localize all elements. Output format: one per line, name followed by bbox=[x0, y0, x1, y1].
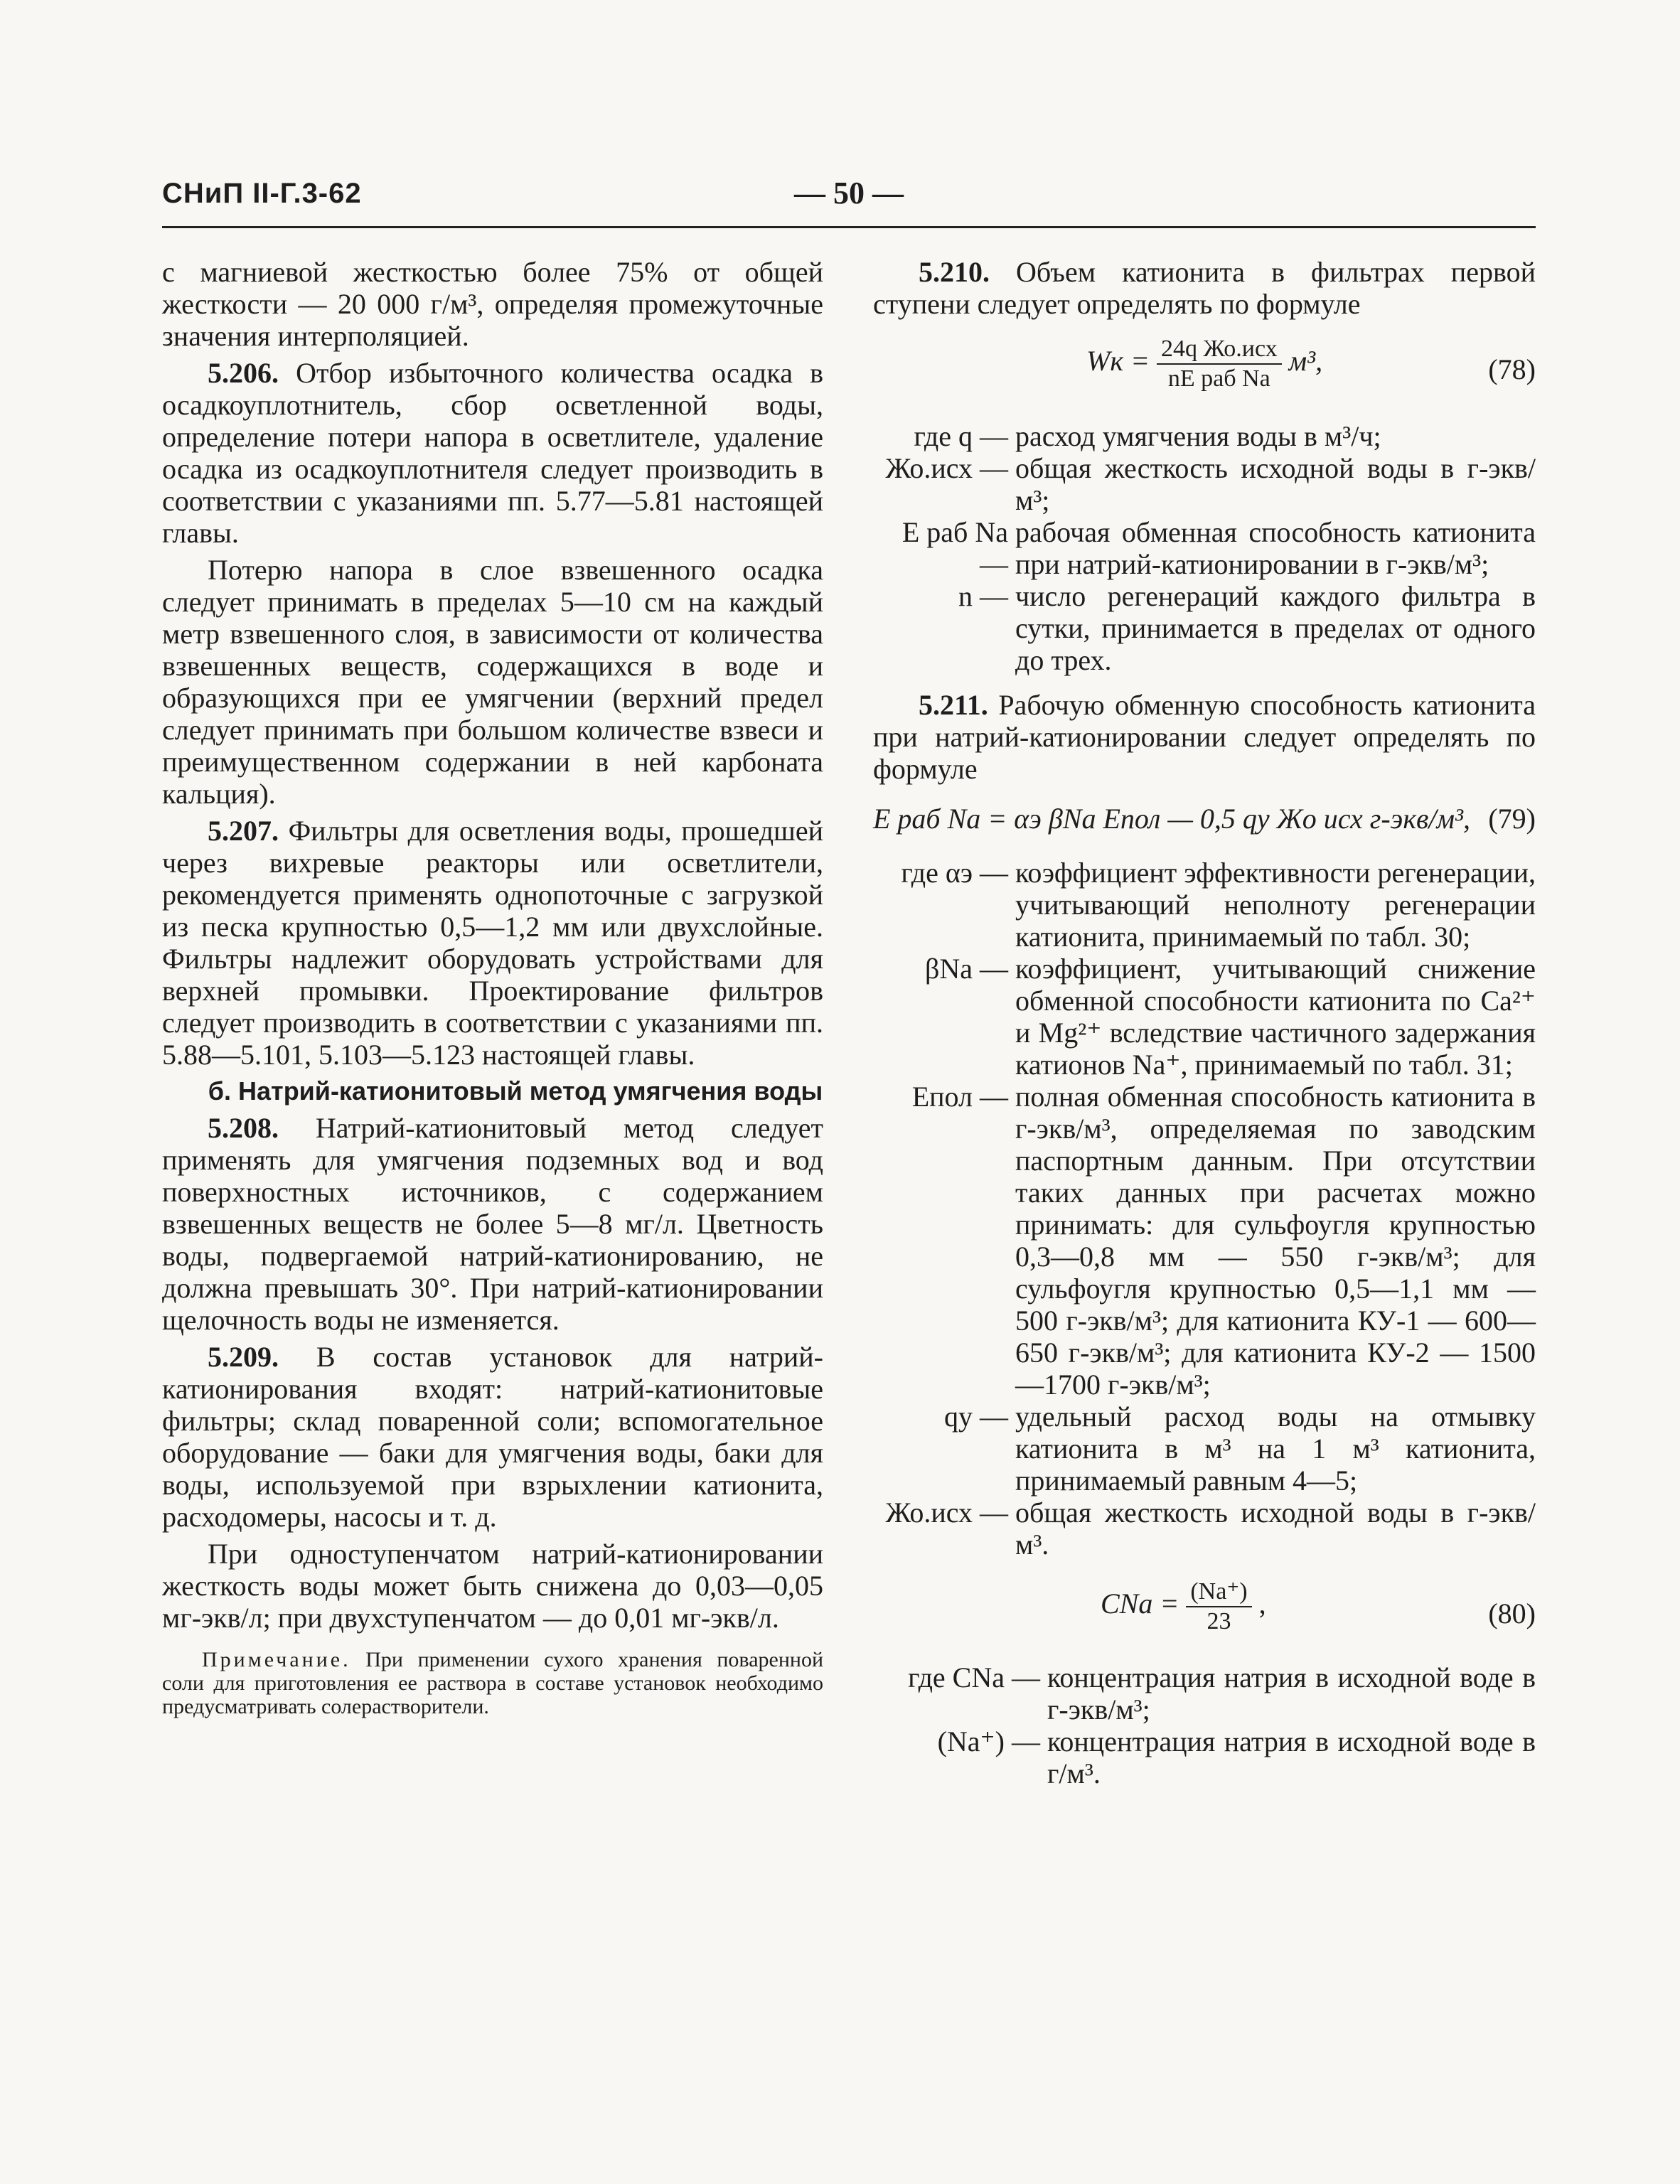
formula-body: E раб Na = αэ βNa Eпол — 0,5 qу Жо исх г-экв/м³, bbox=[873, 803, 1471, 835]
formula-unit: м³, bbox=[1288, 345, 1323, 378]
paragraph-text: В состав установок для натрий-катионирования входят: натрий-катионитовые фильтры; склад поваренной соли; вспомогательное оборудование — баки для умягчения воды, баки для воды, используемой при взрыхлении катионита, расходомеры, насосы и т. д. bbox=[162, 1341, 823, 1533]
subsection-heading: б. Натрий-катионитовый метод умягчения воды bbox=[208, 1076, 823, 1106]
formula-78 bbox=[873, 325, 1536, 410]
paragraph-5-210 bbox=[873, 256, 1536, 320]
definition: число регенераций каждого фильтра в сутки, принимается в пределах от одного до трех. bbox=[1015, 580, 1536, 676]
section-number: 5.207. bbox=[208, 815, 279, 847]
definition: общая жесткость исходной воды в г-экв/м³. bbox=[1015, 1497, 1536, 1561]
paragraph-text: Фильтры для осветления воды, прошедшей через вихревые реакторы или осветлители, рекомендуется применять однопоточные с загрузкой из песка крупностью 0,5—1,2 мм или двухслойные. Фильтры надлежит оборудовать устройствами для верхней промывки. Проектирование фильтров следует производить в соответствии с указаниями пп. 5.88—5.101, 5.103—5.123 настоящей главы. bbox=[162, 815, 824, 1071]
paragraph-5-208 bbox=[162, 1112, 823, 1336]
definition: расход умягчения воды в м³/ч; bbox=[1015, 420, 1381, 452]
paragraph-text: Отбор избыточного количества осадка в осадкоуплотнитель, сбор осветленной воды, определение потери напора в осветлителе, удаление осадка из осадкоуплотнителя следует производить в соответствии с указаниями пп. 5.77—5.81 настоящей главы. bbox=[162, 357, 824, 549]
page-header bbox=[162, 171, 1536, 228]
paragraph-5-211 bbox=[873, 689, 1536, 785]
symbol: где CNa — bbox=[908, 1661, 1040, 1693]
right-column bbox=[873, 256, 1536, 1802]
formula-80-definitions bbox=[873, 1661, 1536, 1789]
definition: общая жесткость исходной воды в г-экв/м³; bbox=[1015, 452, 1536, 516]
section-number: 5.209. bbox=[208, 1341, 279, 1373]
left-column bbox=[162, 256, 823, 1723]
paragraph: Потерю напора в слое взвешенного осадка следует принимать в пределах 5—10 см на каждый метр взвешенного слоя, в зависимости от количества взвешенных веществ, содержащихся в воде и образующихся при ее умягчении (верхний предел следует принимать при большом количестве взвеси и преимущественном содержании в ней карбоната кальция). bbox=[162, 554, 823, 810]
definition: коэффициент эффективности регенерации, учитывающий неполноту регенерации катионита, принимаемый по табл. 30; bbox=[1015, 857, 1536, 953]
symbol: βNa — bbox=[925, 953, 1008, 985]
symbol: qу — bbox=[944, 1401, 1008, 1433]
fraction bbox=[1157, 335, 1282, 393]
denominator: nE раб Na bbox=[1167, 365, 1270, 392]
definition: рабочая обменная способность катионита при натрий-катионировании в г-экв/м³; bbox=[1015, 516, 1536, 580]
definition: коэффициент, учитывающий снижение обменной способности катионита по Ca²⁺ и Mg²⁺ вследствие частичного задержания катионов Na⁺, принимаемый по табл. 31; bbox=[1015, 953, 1536, 1081]
section-number: 5.211. bbox=[919, 689, 988, 721]
formula-79 bbox=[873, 790, 1536, 847]
note-text: При применении сухого хранения поваренной соли для приготовления ее раствора в составе установок необходимо предусматривать солерастворители. bbox=[162, 1648, 823, 1718]
section-number: 5.208. bbox=[208, 1112, 279, 1144]
definition: концентрация натрия в исходной воде в г-экв/м³; bbox=[1047, 1661, 1536, 1725]
note-label: Примечание. bbox=[202, 1648, 351, 1671]
formula-tail: , bbox=[1258, 1588, 1266, 1620]
fraction bbox=[1186, 1578, 1251, 1636]
formula-79-definitions bbox=[873, 857, 1536, 1561]
paragraph-text: Объем катионита в фильтрах первой ступени следует определять по формуле bbox=[873, 256, 1536, 320]
section-number: 5.206. bbox=[208, 357, 279, 389]
symbol: n — bbox=[958, 580, 1008, 612]
symbol: E раб Na — bbox=[901, 516, 1008, 580]
paragraph: При одноступенчатом натрий-катионировании жесткость воды может быть снижена до 0,03—0,05 мг-экв/л; при двухступенчатом — до 0,01 мг-экв/л. bbox=[162, 1538, 823, 1634]
section-number: 5.210. bbox=[919, 256, 990, 288]
numerator: (Na⁺) bbox=[1186, 1578, 1251, 1607]
symbol: (Na⁺) — bbox=[937, 1725, 1040, 1757]
formula-number: (80) bbox=[1488, 1597, 1536, 1629]
paragraph-text: Натрий-катионитовый метод следует применять для умягчения подземных вод и вод поверхностных источников, с содержанием взвешенных веществ не более 5—8 мг/л. Цветность воды, подвергаемой натрий-катионированию, не должна превышать 30°. При натрий-катионировании щелочность воды не изменяется. bbox=[162, 1112, 824, 1336]
formula-lhs: CNa = bbox=[1101, 1588, 1179, 1620]
symbol: где q — bbox=[914, 420, 1008, 452]
paragraph-5-207 bbox=[162, 815, 823, 1071]
formula-number: (79) bbox=[1488, 803, 1536, 835]
symbol: Жо.исх — bbox=[885, 1497, 1008, 1529]
symbol: где αэ — bbox=[901, 857, 1008, 889]
paragraph-text: Рабочую обменную способность катионита при натрий-катионировании следует определять по формуле bbox=[873, 689, 1536, 785]
definition: полная обменная способность катионита в г-экв/м³, определяемая по заводским паспортным данным. При отсутствии таких данных при расчетах можно принимать: для сульфоугля крупностью 0,3—0,8 мм — 550 г-экв/м³; для сульфоугля крупностью 0,5—1,1 мм — 500 г-экв/м³; для катионита КУ-1 — 600—650 г-экв/м³; для катионита КУ-2 — 1500—1700 г-экв/м³; bbox=[1015, 1081, 1536, 1401]
definition: концентрация натрия в исходной воде в г/м³. bbox=[1047, 1725, 1536, 1789]
formula-78-definitions bbox=[873, 420, 1536, 676]
formula-lhs: Wк = bbox=[1086, 345, 1150, 378]
document-code: СНиП II-Г.3-62 bbox=[162, 178, 362, 209]
page-number: — 50 — bbox=[794, 176, 904, 210]
denominator: 23 bbox=[1207, 1608, 1231, 1634]
definition: удельный расход воды на отмывку катионита в м³ на 1 м³ катионита, принимаемый равным 4—5; bbox=[1015, 1401, 1536, 1497]
paragraph-5-206 bbox=[162, 357, 823, 549]
paragraph-5-209 bbox=[162, 1341, 823, 1533]
numerator: 24q Жо.исх bbox=[1157, 335, 1282, 365]
symbol: Eпол — bbox=[911, 1081, 1008, 1113]
paragraph: с магниевой жесткостью более 75% от общей жесткости — 20 000 г/м³, определяя промежуточные значения интерполяцией. bbox=[162, 256, 823, 352]
note bbox=[162, 1648, 823, 1718]
formula-80 bbox=[873, 1573, 1536, 1652]
symbol: Жо.исх — bbox=[885, 452, 1008, 484]
formula-number: (78) bbox=[1488, 353, 1536, 385]
